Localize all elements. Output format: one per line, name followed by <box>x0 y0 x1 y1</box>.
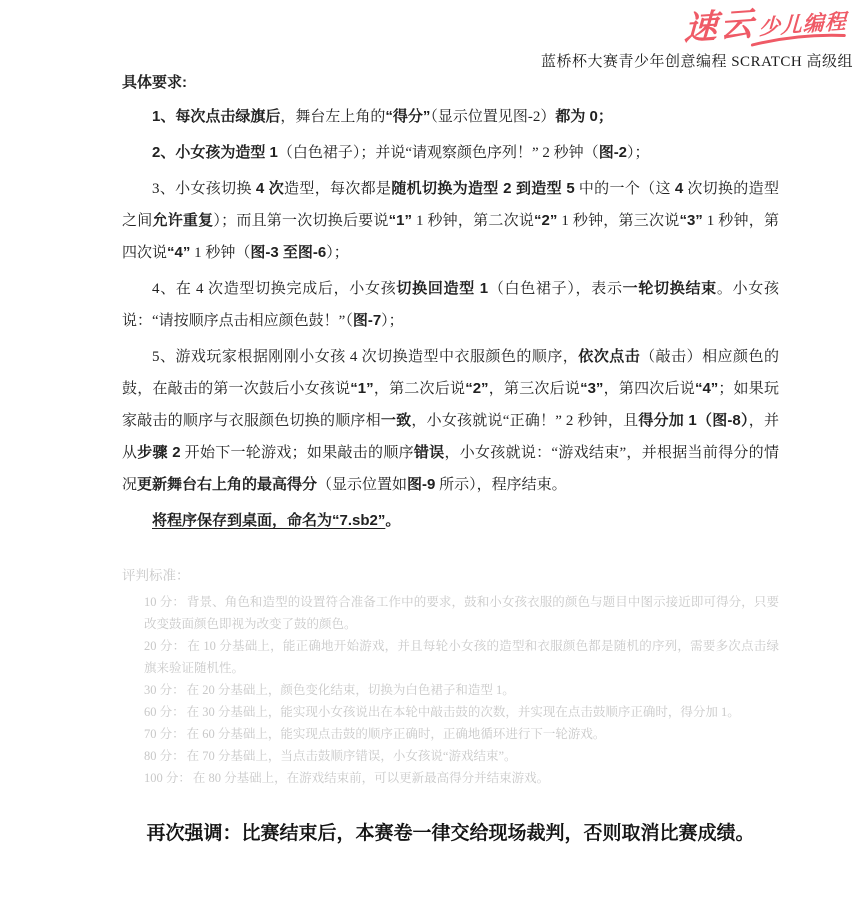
text-run: 。小女孩说：“请按顺序点击相应颜色鼓！”（ <box>122 281 779 329</box>
criteria-text: 在 20 分基础上，颜色变化结束，切换为白色裙子和造型 1。 <box>186 683 515 697</box>
text-run: “2” <box>534 212 558 229</box>
criteria-score: 10 分： <box>144 595 185 609</box>
text-run: 。 <box>385 512 401 529</box>
text-run: （敲击）相应颜色的鼓，在敲击的第一次鼓后小女孩说 <box>122 349 779 397</box>
criteria-item <box>122 679 779 701</box>
text-run: 1 秒钟，第四次说 <box>122 213 779 261</box>
text-run: ）；而且第一次切换后要说 <box>213 213 389 229</box>
criteria-item <box>122 745 779 767</box>
text-run: ，并从 <box>122 413 779 461</box>
text-run: 得分加 1（图-8） <box>638 412 749 429</box>
brand-logo <box>683 0 847 52</box>
text-run: ；如果玩家敲击的顺序与衣服颜色切换的顺序相 <box>122 381 779 429</box>
text-run: ）； <box>627 145 650 161</box>
text-run: “得分” <box>385 108 431 125</box>
text-run: ，第三次后说 <box>488 381 581 397</box>
brand-logo-text-main: 速云 <box>683 4 757 47</box>
text-run: 3、小女孩切换 <box>152 181 256 197</box>
requirement-item <box>122 273 779 337</box>
brand-logo-text-sub: 少儿编程 <box>758 10 848 40</box>
text-run: 更新舞台右上角的最高得分 <box>137 476 318 493</box>
criteria-item <box>122 635 779 679</box>
criteria-score: 80 分： <box>144 749 185 763</box>
requirement-item <box>122 101 779 133</box>
text-run: 图-7 <box>352 312 382 329</box>
text-run: 4 次 <box>255 180 285 197</box>
text-run: ，第二次后说 <box>373 381 466 397</box>
text-run: 1、每次点击绿旗后 <box>152 108 281 125</box>
text-run: 2、小女孩为造型 1 <box>152 144 278 161</box>
text-run: 图-2 <box>598 144 628 161</box>
text-run: 允许重复 <box>152 212 214 229</box>
text-run: （白色裙子），表示 <box>488 281 623 297</box>
text-run: 中的一个（这 <box>574 181 675 197</box>
footer-notice: 再次强调：比赛结束后，本赛卷一律交给现场裁判，否则取消比赛成绩。 <box>146 823 755 844</box>
text-run: 将程序保存到桌面，命名为“7.sb2” <box>152 512 386 529</box>
text-run: “3” <box>679 212 703 229</box>
text-run: 1 秒钟，第三次说 <box>557 213 680 229</box>
text-run: “4” <box>694 380 719 397</box>
requirements-heading: 具体要求: <box>122 74 187 91</box>
text-run: 所示），程序结束。 <box>435 477 567 493</box>
text-run: 依次点击 <box>578 348 641 365</box>
criteria-score: 70 分： <box>144 727 185 741</box>
text-run: ）； <box>381 313 404 329</box>
requirement-item <box>122 341 779 501</box>
text-run: 图-9 <box>407 476 436 493</box>
criteria-item <box>122 701 779 723</box>
text-run: ，第四次后说 <box>603 381 695 397</box>
requirements-list <box>122 101 779 537</box>
text-run: 开始下一轮游戏；如果敲击的顺序 <box>180 445 414 461</box>
text-run: ，小女孩就说“正确！” 2 秒钟，且 <box>411 413 639 429</box>
criteria-text: 背景、角色和造型的设置符合准备工作中的要求，鼓和小女孩衣服的颜色与题目中图示接近即可得分，只要改变鼓面颜色即视为改变了鼓的颜色。 <box>144 595 779 631</box>
text-run: 都为 0； <box>555 108 613 125</box>
text-run: 步骤 2 <box>137 444 181 461</box>
criteria-item <box>122 723 779 745</box>
criteria-text: 在 10 分基础上，能正确地开始游戏，并且每轮小女孩的造型和衣服颜色都是随机的序列，需要多次点击绿旗来验证随机性。 <box>144 639 779 675</box>
text-run: “3” <box>580 380 604 397</box>
criteria-heading: 评判标准： <box>122 568 190 583</box>
text-run: （显示位置如 <box>317 477 408 493</box>
text-run: 次切换的造型之间 <box>122 181 779 229</box>
text-run: 错误 <box>413 444 445 461</box>
text-run: 切换回造型 1 <box>396 280 489 297</box>
document-content <box>122 70 779 849</box>
text-run: “4” <box>167 244 191 261</box>
text-run: 1 秒钟（ <box>190 245 251 261</box>
text-run: 4、在 4 次造型切换完成后，小女孩 <box>152 281 397 297</box>
criteria-score: 60 分： <box>144 705 185 719</box>
criteria-text: 在 80 分基础上，在游戏结束前，可以更新最高得分并结束游戏。 <box>192 771 550 785</box>
text-run: 随机切换为造型 2 到造型 5 <box>391 180 575 197</box>
text-run: “1” <box>350 380 374 397</box>
text-run: “1” <box>388 212 412 229</box>
criteria-score: 100 分： <box>144 771 191 785</box>
text-run: ，小女孩就说：“游戏结束”，并根据当前得分的情况 <box>122 445 779 493</box>
requirement-item <box>122 173 779 269</box>
text-run: 1 秒钟，第二次说 <box>411 213 535 229</box>
text-run: 一致 <box>380 412 412 429</box>
requirement-item <box>122 505 779 537</box>
text-run: “2” <box>465 380 489 397</box>
criteria-text: 在 70 分基础上，当点击鼓顺序错误，小女孩说“游戏结束”。 <box>186 749 517 763</box>
text-run: ）； <box>326 245 349 261</box>
text-run: （白色裙子）；并说“请观察颜色序列！” 2 秒钟（ <box>277 145 599 161</box>
text-run: ，舞台左上角的 <box>280 109 386 125</box>
criteria-section <box>122 565 779 789</box>
criteria-text: 在 30 分基础上，能实现小女孩说出在本轮中敲击鼓的次数，并实现在点击鼓顺序正确时，得分加 1。 <box>186 705 740 719</box>
text-run: 一轮切换结束 <box>622 280 717 297</box>
text-run: 造型，每次都是 <box>284 181 392 197</box>
criteria-list <box>122 591 779 789</box>
requirement-item <box>122 137 779 169</box>
text-run: （显示位置见图-2） <box>430 109 556 125</box>
text-run: 4 <box>674 180 684 197</box>
criteria-text: 在 60 分基础上，能实现点击鼓的顺序正确时，正确地循环进行下一轮游戏。 <box>186 727 606 741</box>
criteria-item <box>122 767 779 789</box>
criteria-item <box>122 591 779 635</box>
page-header-title: 蓝桥杯大赛青少年创意编程 SCRATCH 高级组 <box>540 54 853 70</box>
text-run: 5、游戏玩家根据刚刚小女孩 4 次切换造型中衣服颜色的顺序， <box>152 349 579 365</box>
criteria-score: 30 分： <box>144 683 185 697</box>
text-run: 图-3 至图-6 <box>250 244 327 261</box>
criteria-score: 20 分： <box>144 639 186 653</box>
